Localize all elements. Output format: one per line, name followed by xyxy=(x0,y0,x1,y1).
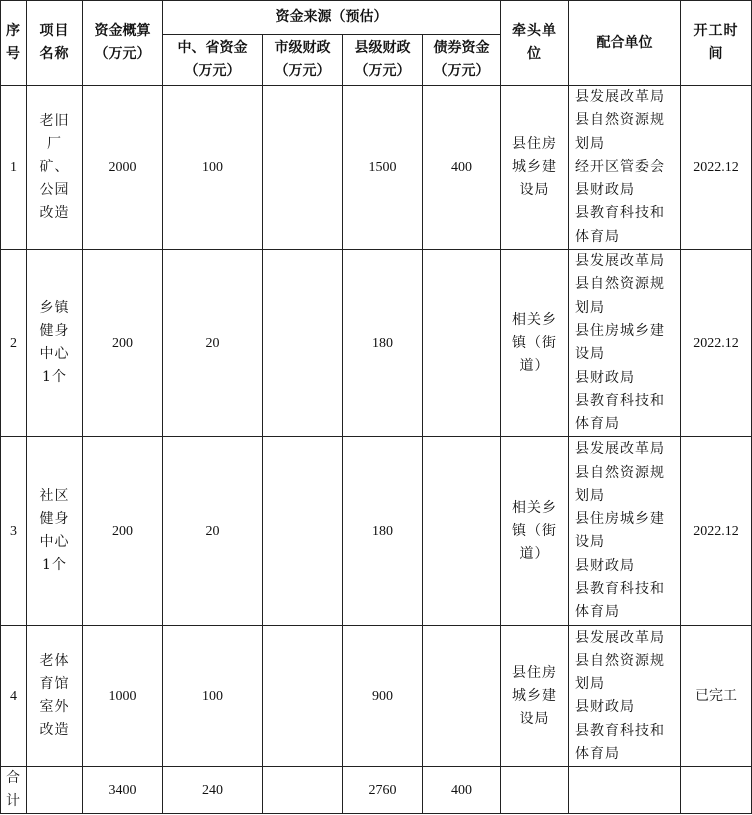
coop-unit: 县自然资源规划局 xyxy=(575,464,665,504)
cell-bond xyxy=(423,437,501,626)
table-row xyxy=(1,250,752,437)
coop-unit: 县自然资源规划局 xyxy=(575,652,665,693)
total-city xyxy=(263,767,343,814)
cell-project-name: 老体育馆室外改造 xyxy=(27,626,83,767)
cell-project-name: 社区健身中心1个 xyxy=(27,437,83,626)
cell-city xyxy=(263,626,343,767)
header-seq: 序号 xyxy=(1,1,27,86)
cell-seq: 1 xyxy=(1,86,27,250)
header-start-time: 开工时间 xyxy=(681,1,752,86)
header-bond: 债券资金（万元） xyxy=(423,35,501,86)
cell-coop-units xyxy=(569,626,681,767)
cell-project-name: 乡镇健身中心1个 xyxy=(27,250,83,437)
coop-unit: 县教育科技和体育局 xyxy=(575,392,665,433)
cell-central-prov: 100 xyxy=(163,86,263,250)
header-budget: 资金概算（万元） xyxy=(83,1,163,86)
cell-bond xyxy=(423,626,501,767)
total-name-empty xyxy=(27,767,83,814)
cell-seq: 2 xyxy=(1,250,27,437)
total-start-empty xyxy=(681,767,752,814)
header-fund-source: 资金来源（预估） xyxy=(163,1,501,35)
cell-county: 180 xyxy=(343,437,423,626)
header-city: 市级财政（万元） xyxy=(263,35,343,86)
coop-unit: 县教育科技和体育局 xyxy=(575,205,665,245)
coop-unit: 县自然资源规划局 xyxy=(575,276,665,316)
cell-bond xyxy=(423,250,501,437)
table-row xyxy=(1,626,752,767)
total-row xyxy=(1,767,752,814)
total-coop-empty xyxy=(569,767,681,814)
coop-unit: 经开区管委会 xyxy=(575,158,665,175)
cell-start-time: 2022.12 xyxy=(681,86,752,250)
cell-lead-unit: 相关乡镇（街道） xyxy=(501,437,569,626)
coop-unit: 县财政局 xyxy=(575,699,635,716)
coop-unit: 县发展改革局 xyxy=(575,89,665,105)
coop-unit: 县财政局 xyxy=(575,182,635,199)
cell-coop-units xyxy=(569,437,681,626)
total-bond: 400 xyxy=(423,767,501,814)
cell-seq: 3 xyxy=(1,437,27,626)
coop-unit: 县教育科技和体育局 xyxy=(575,581,665,621)
total-central-prov: 240 xyxy=(163,767,263,814)
coop-unit: 县教育科技和体育局 xyxy=(575,722,665,763)
cell-city xyxy=(263,86,343,250)
header-county: 县级财政（万元） xyxy=(343,35,423,86)
cell-coop-units xyxy=(569,86,681,250)
total-budget: 3400 xyxy=(83,767,163,814)
coop-unit: 县住房城乡建设局 xyxy=(575,322,665,363)
coop-unit: 县自然资源规划局 xyxy=(575,112,665,152)
coop-unit: 县发展改革局 xyxy=(575,253,665,270)
cell-central-prov: 100 xyxy=(163,626,263,767)
table-row xyxy=(1,86,752,250)
header-lead-unit: 牵头单位 xyxy=(501,1,569,86)
cell-budget: 1000 xyxy=(83,626,163,767)
cell-county: 900 xyxy=(343,626,423,767)
coop-unit: 县住房城乡建设局 xyxy=(575,511,665,551)
cell-central-prov: 20 xyxy=(163,437,263,626)
total-county: 2760 xyxy=(343,767,423,814)
cell-lead-unit: 相关乡镇（街道） xyxy=(501,250,569,437)
cell-start-time: 2022.12 xyxy=(681,437,752,626)
table-row xyxy=(1,437,752,626)
cell-lead-unit: 县住房城乡建设局 xyxy=(501,86,569,250)
cell-lead-unit: 县住房城乡建设局 xyxy=(501,626,569,767)
cell-seq: 4 xyxy=(1,626,27,767)
cell-budget: 200 xyxy=(83,250,163,437)
coop-unit: 县财政局 xyxy=(575,557,635,574)
cell-project-name: 老旧厂矿、公园改造 xyxy=(27,86,83,250)
header-central-prov: 中、省资金（万元） xyxy=(163,35,263,86)
cell-city xyxy=(263,250,343,437)
cell-coop-units xyxy=(569,250,681,437)
total-lead-empty xyxy=(501,767,569,814)
cell-county: 1500 xyxy=(343,86,423,250)
cell-city xyxy=(263,437,343,626)
coop-unit: 县财政局 xyxy=(575,369,635,386)
header-row-1 xyxy=(1,1,752,35)
coop-unit: 县发展改革局 xyxy=(575,441,665,458)
cell-start-time: 2022.12 xyxy=(681,250,752,437)
cell-county: 180 xyxy=(343,250,423,437)
header-coop-units: 配合单位 xyxy=(569,1,681,86)
cell-start-time: 已完工 xyxy=(681,626,752,767)
cell-budget: 200 xyxy=(83,437,163,626)
cell-budget: 2000 xyxy=(83,86,163,250)
cell-central-prov: 20 xyxy=(163,250,263,437)
header-project-name: 项目名称 xyxy=(27,1,83,86)
total-label: 合计 xyxy=(1,767,27,814)
coop-unit: 县发展改革局 xyxy=(575,629,665,646)
cell-bond: 400 xyxy=(423,86,501,250)
